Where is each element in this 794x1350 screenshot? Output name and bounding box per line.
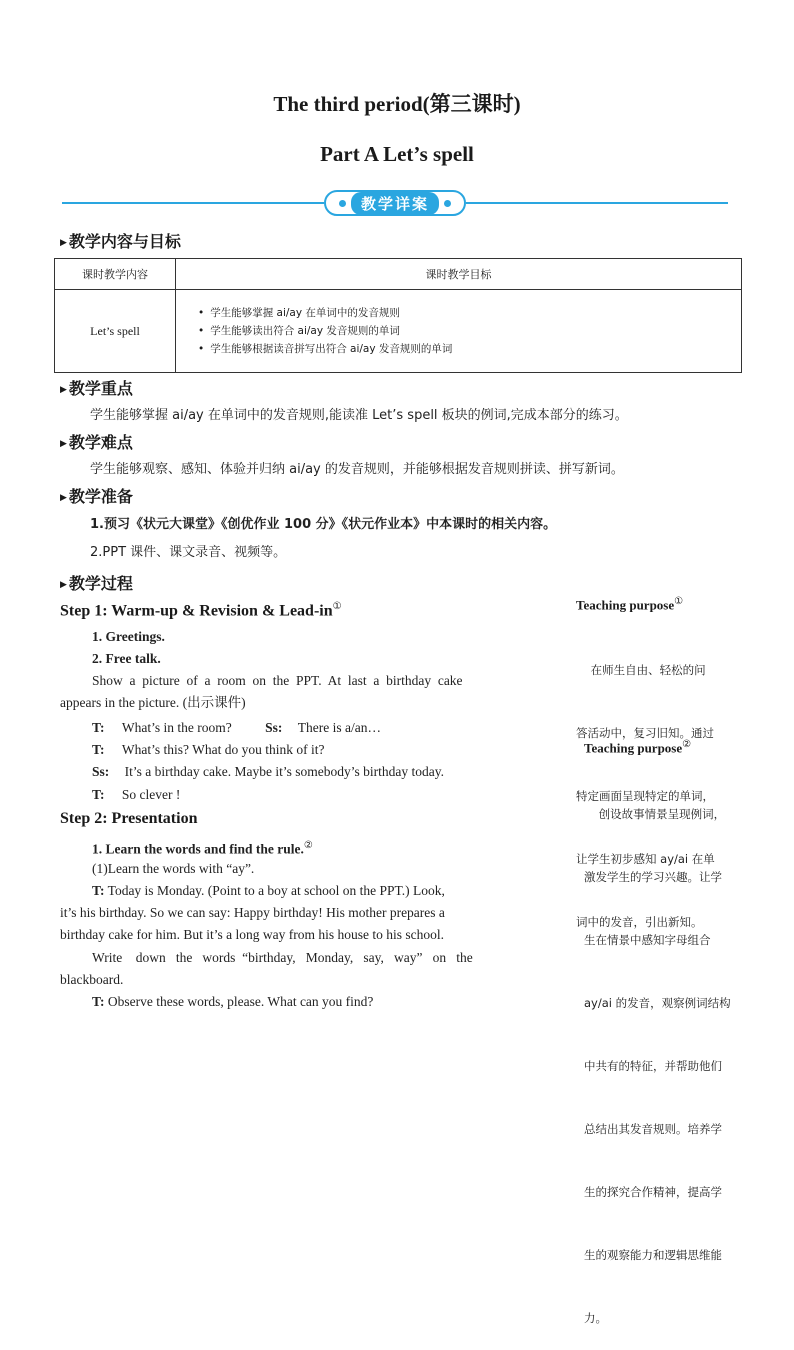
teaching-purpose-1-title: Teaching purpose① bbox=[576, 596, 684, 613]
preparation-item: 2.PPT 课件、课文录音、视频等。 bbox=[90, 545, 287, 560]
section-banner bbox=[62, 188, 728, 218]
goal-item: • 学生能够根据读音拼写出符合 ai/ay 发音规则的单词 bbox=[198, 340, 741, 358]
page-title: The third period(第三课时) bbox=[273, 92, 521, 116]
banner-label: 教学详案 bbox=[351, 192, 439, 215]
key-points-text: 学生能够掌握 ai/ay 在单词中的发音规则,能读准 Let’s spell 板块的例词,完成本部分的练习。 bbox=[90, 408, 628, 423]
dot-icon bbox=[444, 200, 451, 207]
page-subtitle: Part A Let’s spell bbox=[320, 142, 474, 166]
triangle-bullet-icon: ▶ bbox=[60, 385, 67, 395]
dialogue-line: Ss: It’s a birthday cake. Maybe it’s somebody’s birthday today. bbox=[92, 764, 444, 779]
step2-t-line: birthday cake for him. But it’s a long way from his house to his school. bbox=[60, 927, 444, 942]
step2-observe-line: T: Observe these words, please. What can you find? bbox=[92, 994, 374, 1009]
table-row bbox=[55, 290, 742, 373]
step1-free-talk: 2. Free talk. bbox=[92, 651, 161, 666]
table-cell-content: Let’s spell bbox=[55, 290, 176, 373]
section-heading-difficulties: ▶ 教学难点 bbox=[60, 433, 133, 452]
step1-greetings: 1. Greetings. bbox=[92, 629, 165, 644]
difficulties-text: 学生能够观察、感知、体验并归纳 ai/ay 的发音规则，并能够根据发音规则拼读、拼写新词。 bbox=[90, 462, 624, 477]
step2-t-line: it’s his birthday. So we can say: Happy birthday! His mother prepares a bbox=[60, 905, 445, 920]
triangle-bullet-icon: ▶ bbox=[60, 580, 67, 590]
teaching-purpose-2-text: 创设故事情景呈现例词， 激发学生的学习兴趣。让学 生在情景中感知字母组合 ay/ai 的发音，观察例词结构 中共有的特征，并帮助他们 总结出其发音规则。培养学 生的探究合作精神，提高学 生的观察能力和逻辑思维能 力。 bbox=[584, 807, 731, 1325]
banner-pill bbox=[324, 190, 466, 216]
step2-learn: 1. Learn the words and find the rule.② bbox=[92, 840, 313, 857]
section-heading-preparation: ▶ 教学准备 bbox=[60, 487, 133, 506]
step1-show-line: appears in the picture. (出示课件) bbox=[60, 695, 246, 710]
section-heading-key-points: ▶ 教学重点 bbox=[60, 379, 133, 398]
step2-write-line: Write down the words “birthday, Monday, say, way” on the bbox=[92, 950, 473, 965]
goals-table bbox=[54, 258, 742, 373]
step2-t-line: T: Today is Monday. (Point to a boy at school on the PPT.) Look, bbox=[92, 883, 445, 898]
triangle-bullet-icon: ▶ bbox=[60, 439, 67, 449]
section-heading-process: ▶ 教学过程 bbox=[60, 574, 133, 593]
dialogue-line: T: What’s in the room? Ss: There is a/an… bbox=[92, 720, 381, 735]
teaching-purpose-1-text: 在师生自由、轻松的问 答活动中，复习旧知。通过 特定画面呈现特定的单词， 让学生初步感知 ay/ai 在单 词中的发音，引出新知。 bbox=[576, 663, 715, 929]
table-header-content: 课时教学内容 bbox=[55, 259, 176, 290]
banner-line-left bbox=[62, 202, 324, 204]
goals-list bbox=[186, 304, 741, 358]
step2-write-line: blackboard. bbox=[60, 972, 124, 987]
banner-line-right bbox=[466, 202, 728, 204]
preparation-item: 1.预习《状元大课堂》《创优作业 100 分》《状元作业本》中本课时的相关内容。 bbox=[90, 517, 557, 532]
triangle-bullet-icon: ▶ bbox=[60, 493, 67, 503]
triangle-bullet-icon: ▶ bbox=[60, 238, 67, 248]
table-header-goals: 课时教学目标 bbox=[176, 259, 742, 290]
step1-title: Step 1: Warm-up & Revision & Lead-in① bbox=[60, 601, 342, 620]
goal-item: • 学生能够掌握 ai/ay 在单词中的发音规则 bbox=[198, 304, 741, 322]
goal-item: • 学生能够读出符合 ai/ay 发音规则的单词 bbox=[198, 322, 741, 340]
step2-learn-ay: (1)Learn the words with “ay”. bbox=[92, 861, 255, 876]
dialogue-line: T: So clever ! bbox=[92, 787, 181, 802]
teaching-purpose-2-title: Teaching purpose② bbox=[584, 739, 692, 756]
dialogue-line: T: What’s this? What do you think of it? bbox=[92, 742, 325, 757]
dot-icon bbox=[339, 200, 346, 207]
step2-title: Step 2: Presentation bbox=[60, 810, 198, 827]
step1-show-line: Show a picture of a room on the PPT. At last a birthday cake bbox=[92, 673, 463, 688]
table-cell-goals bbox=[176, 290, 742, 373]
section-heading-content-goals: ▶ 教学内容与目标 bbox=[60, 232, 181, 251]
